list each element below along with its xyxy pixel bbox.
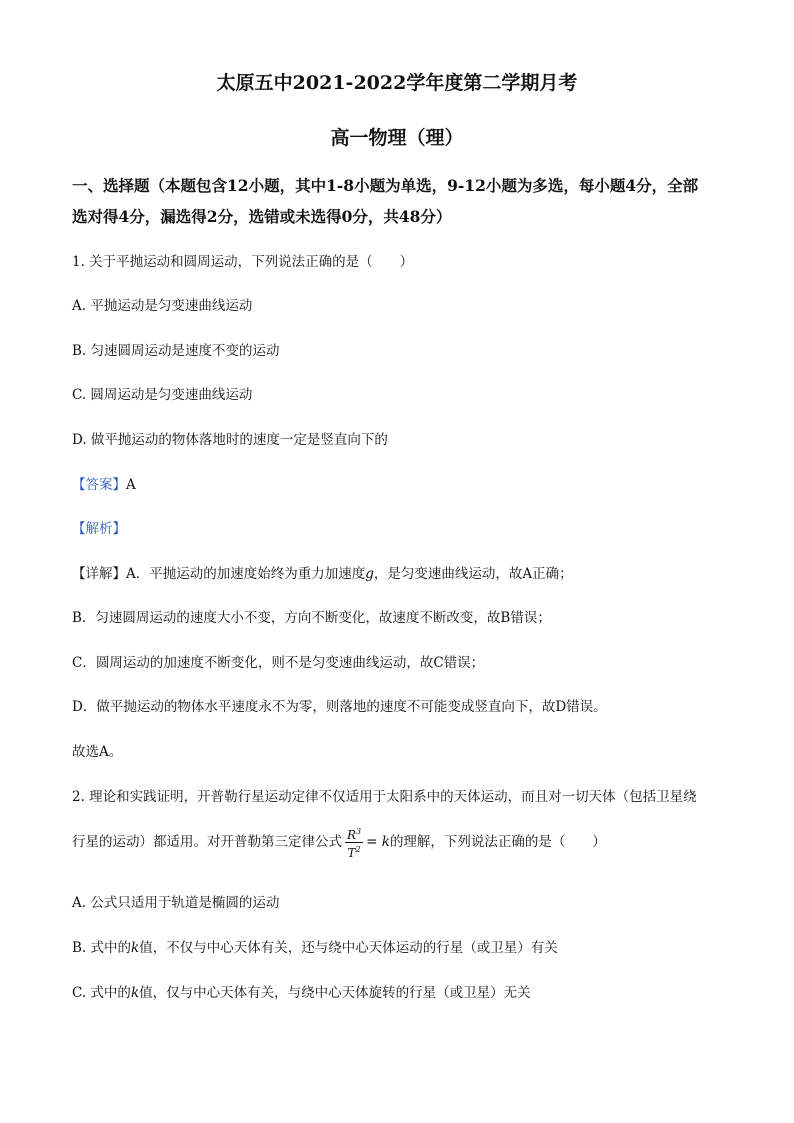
formula-numerator: $R^3$ [347, 827, 362, 842]
answer-tag: 【答案】 [72, 477, 126, 493]
question-2-option-c: C. 式中的k值，仅与中心天体有关，与绕中心天体旋转的行星（或卫星）无关 [72, 985, 531, 1001]
detail-line-d: D．做平抛运动的物体水平速度永不为零，则落地的速度不可能变成竖直向下，故D错误。 [72, 699, 607, 715]
question-2-option-b: B. 式中的k值，不仅与中心天体有关，还与绕中心天体运动的行星（或卫星）有关 [72, 940, 558, 956]
section-header-line-2: 选对得4分，漏选得2分，选错或未选得0分，共48分） [72, 207, 452, 226]
question-1-option-d: D. 做平抛运动的物体落地时的速度一定是竖直向下的 [72, 432, 388, 448]
question-1-stem: 1. 关于平抛运动和圆周运动，下列说法正确的是（ ） [72, 254, 414, 270]
question-1-option-a: A. 平抛运动是匀变速曲线运动 [72, 298, 253, 314]
question-1-option-b: B. 匀速圆周运动是速度不变的运动 [72, 343, 280, 359]
formula-rhs: = k [366, 834, 390, 850]
kepler-formula [345, 825, 363, 860]
detail-line-b: B．匀速圆周运动的速度大小不变，方向不断变化，故速度不断改变，故B错误； [72, 610, 551, 626]
detail-line-a [72, 564, 573, 584]
page-subtitle: 高一物理（理） [330, 127, 464, 149]
question-2-stem-line-1: 2. 理论和实践证明，开普勒行星运动定律不仅适用于太阳系中的天体运动，而且对一切天体（包括卫星绕 [72, 789, 697, 805]
analysis-line [72, 519, 126, 539]
conclusion-line: 故选A。 [72, 744, 123, 760]
detail-a-text-2: ，是匀变速曲线运动，故A正确； [373, 566, 573, 582]
question-2-stem-part-2: 的理解，下列说法正确的是（ ） [389, 834, 606, 850]
section-header-line-1: 一、选择题（本题包含12小题，其中1-8小题为单选，9-12小题为多选，每小题4分，全部 [72, 176, 699, 195]
k-symbol: k [130, 985, 140, 1001]
detail-line-c: C．圆周运动的加速度不断变化，则不是匀变速曲线运动，故C错误； [72, 655, 485, 671]
formula-denominator: $T^2$ [347, 845, 361, 860]
detail-tag: 【详解】 [72, 566, 126, 582]
k-symbol: k [131, 940, 140, 956]
page-title: 太原五中2021-2022学年度第二学期月考 [216, 72, 578, 94]
question-2-option-a: A. 公式只适用于轨道是椭圆的运动 [72, 895, 280, 911]
analysis-tag: 【解析】 [72, 521, 126, 537]
question-2-stem-part-1: 行星的运动）都适用。对开普勒第三定律公式 [72, 834, 342, 850]
gravity-symbol: g [365, 566, 374, 582]
question-1-option-c: C. 圆周运动是匀变速曲线运动 [72, 387, 253, 403]
detail-a-text-1: A．平抛运动的加速度始终为重力加速度 [126, 566, 366, 582]
answer-line [72, 475, 136, 495]
answer-value: A [126, 477, 136, 493]
question-2-stem-line-2 [72, 822, 606, 862]
